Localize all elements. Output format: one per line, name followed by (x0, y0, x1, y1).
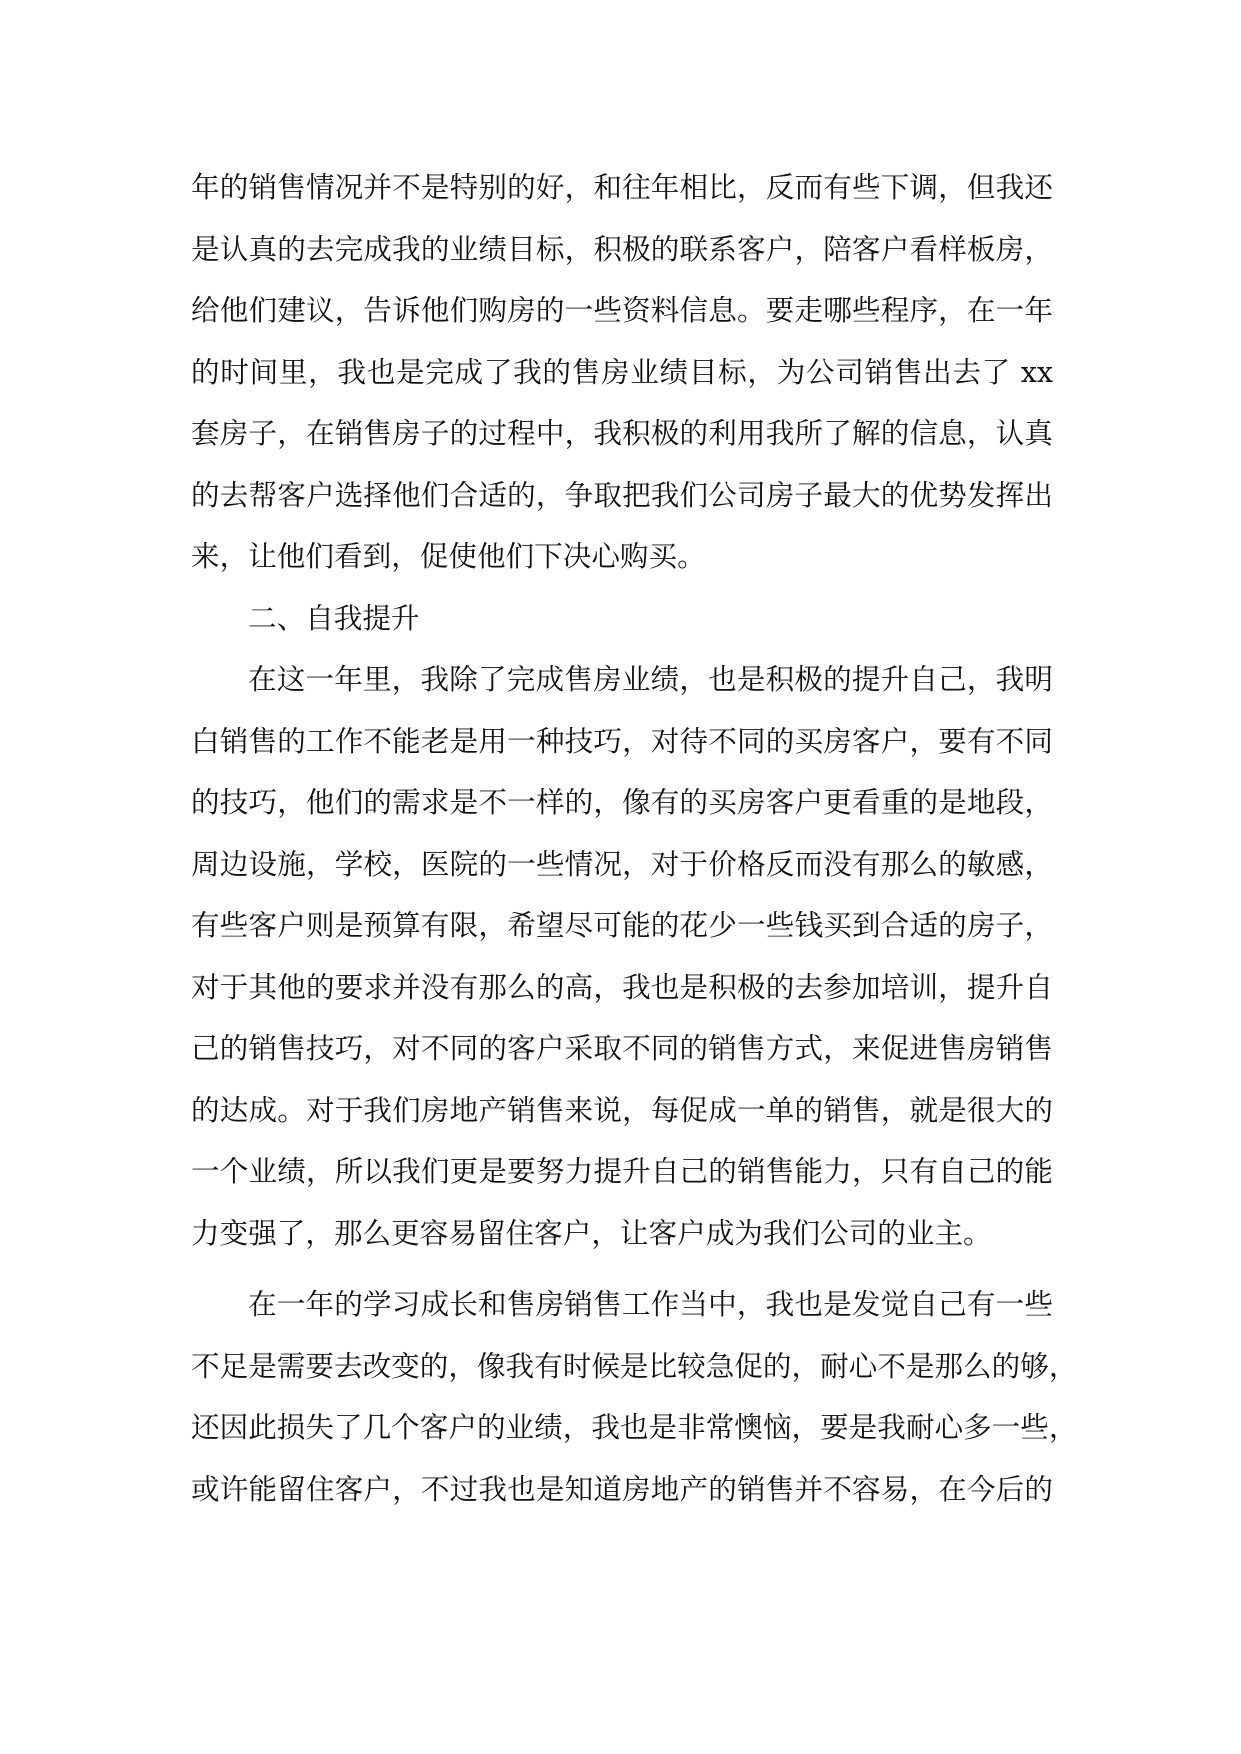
paragraph-gap (191, 1264, 1053, 1274)
text-line: 的去帮客户选择他们合适的，争取把我们公司房子最大的优势发挥出 (191, 477, 1053, 512)
text-line: 给他们建议，告诉他们购房的一些资料信息。要走哪些程序，在一年 (191, 293, 1053, 327)
section-heading: 二、自我提升 (248, 600, 420, 635)
paragraph-3 (191, 1274, 1078, 1520)
text-line: 还因此损失了几个客户的业绩，我也是非常懊恼，要是我耐心多一些， (191, 1410, 1078, 1444)
text-line: 有些客户则是预算有限，希望尽可能的花少一些钱买到合适的房子， (191, 908, 1053, 942)
text-line: 的时间里，我也是完成了我的售房业绩目标，为公司销售出去了 xx (191, 354, 1053, 389)
text-line: 的技巧，他们的需求是不一样的，像有的买房客户更看重的是地段， (191, 785, 1053, 819)
paragraph-1 (191, 157, 1053, 588)
text-line: 一个业绩，所以我们更是要努力提升自己的销售能力，只有自己的能 (191, 1154, 1053, 1188)
text-line: 不足是需要去改变的，像我有时候是比较急促的，耐心不是那么的够， (191, 1348, 1078, 1383)
text-line: 在一年的学习成长和售房销售工作当中，我也是发觉自己有一些 (248, 1287, 1053, 1321)
paragraph-2 (191, 649, 1053, 1264)
text-line: 套房子，在销售房子的过程中，我积极的利用我所了解的信息，认真 (191, 416, 1053, 450)
text-line: 力变强了，那么更容易留住客户，让客户成为我们公司的业主。 (191, 1215, 992, 1250)
text-line: 周边设施，学校，医院的一些情况，对于价格反而没有那么的敏感， (191, 846, 1053, 881)
text-line: 白销售的工作不能老是用一种技巧，对待不同的买房客户，要有不同 (191, 723, 1053, 758)
text-line: 对于其他的要求并没有那么的高，我也是积极的去参加培训，提升自 (191, 969, 1053, 1004)
text-line: 年的销售情况并不是特别的好，和往年相比，反而有些下调，但我还 (191, 170, 1053, 204)
document-body (191, 157, 1078, 1520)
text-line: 在这一年里，我除了完成售房业绩，也是积极的提升自己，我明 (248, 662, 1053, 696)
text-line: 是认真的去完成我的业绩目标，积极的联系客户，陪客户看样板房， (191, 231, 1053, 266)
text-line: 或许能留住客户，不过我也是知道房地产的销售并不容易，在今后的 (191, 1471, 1053, 1506)
text-line: 的达成。对于我们房地产销售来说，每促成一单的销售，就是很大的 (191, 1092, 1053, 1127)
text-line: 己的销售技巧，对不同的客户采取不同的销售方式，来促进售房销售 (191, 1031, 1053, 1065)
text-line: 来，让他们看到，促使他们下决心购买。 (191, 539, 706, 573)
